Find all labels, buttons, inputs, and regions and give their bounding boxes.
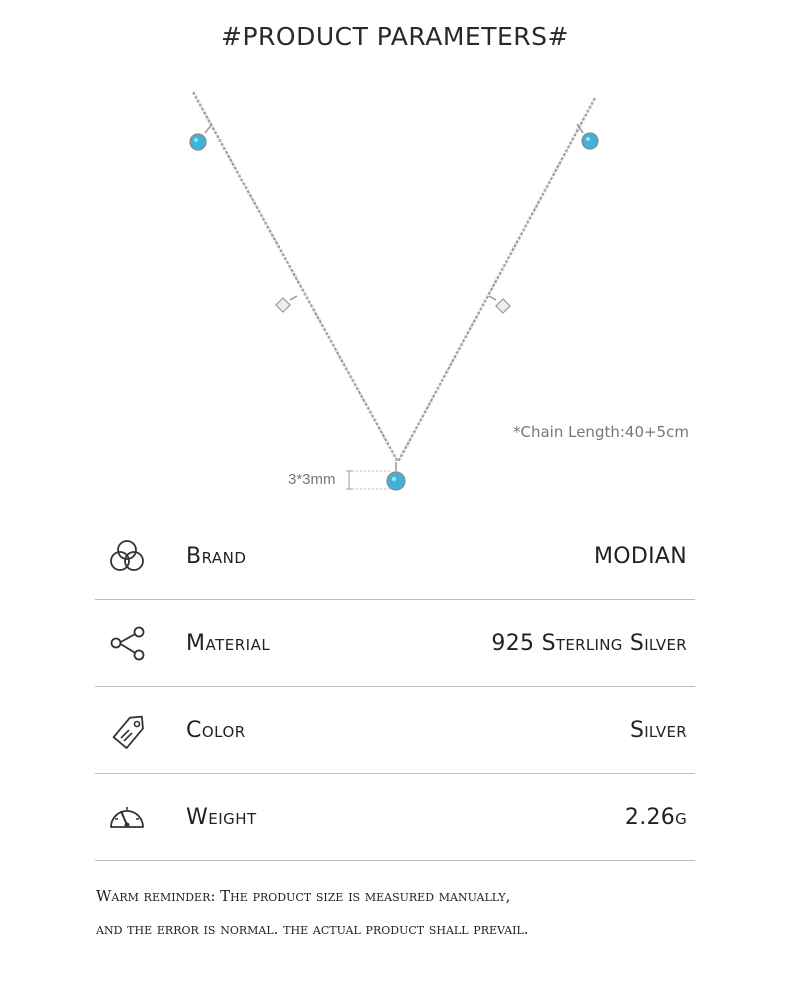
- parameter-value: 925 Sterling Silver: [491, 630, 687, 656]
- necklace-chain-left: [193, 92, 398, 462]
- parameter-row-color: [95, 687, 695, 774]
- share-nodes-icon: [107, 623, 147, 663]
- price-tag-icon: [107, 710, 147, 750]
- reminder-line-2: and the error is normal. the actual product shall prevail.: [96, 920, 529, 938]
- parameter-label: Color: [186, 717, 246, 743]
- gauge-icon: [107, 797, 147, 837]
- size-indicator: [346, 471, 392, 489]
- parameter-value: Silver: [629, 717, 687, 743]
- reminder-line-1: Warm reminder: The product size is measured manually,: [96, 887, 511, 905]
- parameter-value: 2.26g: [624, 804, 687, 830]
- parameter-label: Weight: [186, 804, 257, 830]
- overlapping-circles-icon: [107, 536, 147, 576]
- crystal-stone-right: [489, 296, 510, 313]
- parameter-row-weight: [95, 774, 695, 861]
- stone-size-label: 3*3mm: [288, 471, 336, 488]
- necklace-chain-right: [398, 98, 595, 462]
- turquoise-stone-right: [577, 124, 598, 149]
- parameter-value: MODIAN: [593, 543, 687, 569]
- warm-reminder: [96, 880, 716, 946]
- parameter-row-material: [95, 600, 695, 687]
- crystal-stone-left: [276, 296, 297, 312]
- parameters-table: [95, 513, 695, 861]
- page-title: #PRODUCT PARAMETERS#: [221, 22, 569, 51]
- parameter-label: Brand: [186, 543, 247, 569]
- chain-length-note: *Chain Length:40+5cm: [513, 423, 689, 441]
- necklace-image: [0, 80, 790, 520]
- turquoise-stone-left: [190, 124, 212, 150]
- parameter-row-brand: [95, 513, 695, 600]
- turquoise-stone-center: [387, 462, 405, 490]
- parameter-label: Material: [186, 630, 271, 656]
